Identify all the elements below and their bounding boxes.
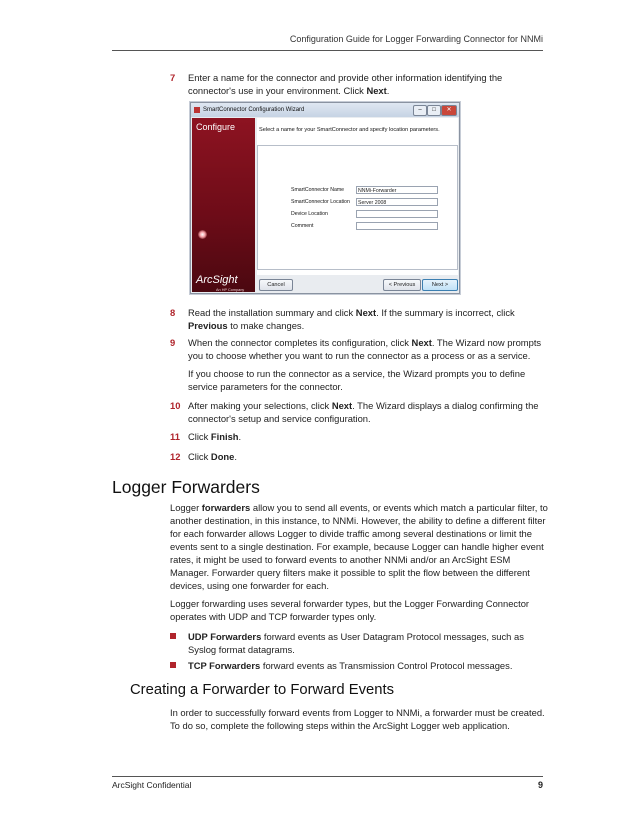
maximize-icon[interactable]: □ (427, 105, 441, 116)
bullet-bold: TCP Forwarders (188, 660, 261, 671)
step-text-part: Click (188, 451, 211, 462)
step-number: 7 (170, 72, 176, 83)
field-label: SmartConnector Name (291, 187, 345, 193)
step-number: 9 (170, 337, 176, 348)
step-text-part: . (386, 85, 390, 96)
close-icon[interactable]: ✕ (441, 105, 457, 116)
running-header: Configuration Guide for Logger Forwarding Connector for NNMi (112, 34, 543, 51)
step-10 (170, 399, 548, 425)
step-bold: Next (366, 85, 387, 96)
step-text-part: Read the installation summary and click (188, 307, 356, 318)
wizard-title: SmartConnector Configuration Wizard (203, 107, 305, 113)
step-text-part: . The Wizard now prompts you to choose whether you want to run the connector as a process or as a service. (188, 337, 542, 361)
confidential-label: ArcSight Confidential (112, 780, 192, 790)
bullet-text (188, 659, 548, 672)
wizard-side-panel (192, 118, 255, 292)
cancel-button[interactable]: Cancel (259, 279, 293, 291)
step-bold: Next (331, 400, 353, 411)
step-text-part: After making your selections, click (188, 400, 332, 411)
step-bold: Previous (188, 320, 228, 331)
forwarder-types-paragraph: Logger forwarding uses several forwarder types, but the Logger Forwarding Connector operates with UDP and TCP forwarder types only. (170, 598, 530, 622)
bullet-udp (170, 630, 548, 656)
previous-button[interactable]: < Previous (383, 279, 421, 291)
wizard-screenshot (190, 102, 460, 294)
step-text-part: . (234, 451, 237, 462)
arcsight-logo: ArcSight (196, 274, 238, 286)
field-label: Device Location (291, 211, 328, 217)
bullet-text-part: forward events as User Datagram Protocol messages, such as Syslog format datagrams. (188, 631, 524, 655)
step-text (188, 71, 548, 97)
wizard-main (257, 118, 458, 275)
step-number: 10 (170, 400, 181, 411)
step-text-part: . (238, 431, 242, 442)
bullet-square-icon (170, 662, 176, 668)
step-8 (170, 306, 548, 332)
step-text-part: . The Wizard displays a dialog confirming the connector's setup and service configuration. (188, 400, 539, 424)
field-label: Comment (291, 223, 314, 229)
para-text-part: Logger (170, 502, 202, 513)
bullet-text-part: forward events as Transmission Control Protocol messages. (260, 660, 513, 671)
step-text-part: When the connector completes its configuration, click (188, 337, 412, 348)
connector-location-input[interactable]: Server 2008 (356, 198, 438, 206)
device-location-input[interactable] (356, 210, 438, 218)
bullet-text (188, 630, 548, 656)
step-9-note (170, 367, 548, 393)
subsection-paragraph: In order to successfully forward events from Logger to NNMi, a forwarder must be created. To do so, complete the following steps within the ArcSight Logger web application. (170, 707, 545, 731)
configure-heading: Configure (196, 122, 236, 132)
step-bold: Done (210, 451, 235, 462)
step-9 (170, 336, 548, 362)
field-label: SmartConnector Location (291, 199, 350, 205)
next-button[interactable]: Next > (422, 279, 458, 291)
minimize-icon[interactable]: – (413, 105, 427, 116)
para-text-part: allow you to send all events, or events which match a particular filter, to another destination, in this instance, to NNMi. However, the ability to define a different filter for each forwarder allows Logger to divide traffic among several destinations or limit the events sent to a single destination. For example, because Logger can handle higher event rates, it might be used to forward events to another NNMi and/or an ArcSight ESM Manager. Forwarder query filters make it possible to split the flow between the different devices, using one forwarder for each. (170, 502, 548, 591)
bullet-tcp (170, 659, 548, 672)
bullet-bold: UDP Forwarders (188, 631, 262, 642)
step-bold: Next (411, 337, 432, 348)
app-icon (194, 107, 200, 113)
bullet-square-icon (170, 633, 176, 639)
step-text-part: Click (188, 431, 211, 442)
step-number: 11 (170, 431, 180, 442)
page-footer (112, 776, 543, 790)
wizard-form-panel (257, 145, 458, 270)
step-7 (170, 71, 548, 97)
logo-tagline: An HP Company (216, 288, 245, 292)
para-bold: forwarders (201, 502, 251, 513)
section-title: Logger Forwarders (112, 477, 260, 497)
wizard-instruction: Select a name for your SmartConnector and specify location parameters. (259, 127, 440, 133)
wizard-titlebar (191, 103, 459, 117)
light-flare-icon (198, 230, 207, 239)
step-text (188, 450, 548, 463)
step-text-part: . If the summary is incorrect, click (376, 307, 515, 318)
connector-name-input[interactable]: NNMi-Forwarder (356, 186, 438, 194)
step-number: 12 (170, 451, 181, 462)
step-number: 8 (170, 307, 176, 318)
step-bold: Next (355, 307, 377, 318)
step-text (188, 306, 548, 332)
step-text (188, 430, 548, 443)
step-12 (170, 450, 548, 463)
step-text (188, 399, 548, 425)
step-text-part: Enter a name for the connector and provide other information identifying the connector's use in your environment. Click (188, 72, 503, 96)
step-text: If you choose to run the connector as a service, the Wizard prompts you to define service parameters for the connector. (188, 368, 526, 392)
step-bold: Finish (210, 431, 239, 442)
comment-input[interactable] (356, 222, 438, 230)
step-11 (170, 430, 548, 443)
wizard-button-bar (257, 275, 458, 292)
step-text-part: to make changes. (227, 320, 305, 331)
subsection-title: Creating a Forwarder to Forward Events (130, 682, 394, 698)
step-text (188, 336, 548, 362)
page-number: 9 (537, 780, 543, 790)
forwarders-paragraph (170, 501, 548, 592)
